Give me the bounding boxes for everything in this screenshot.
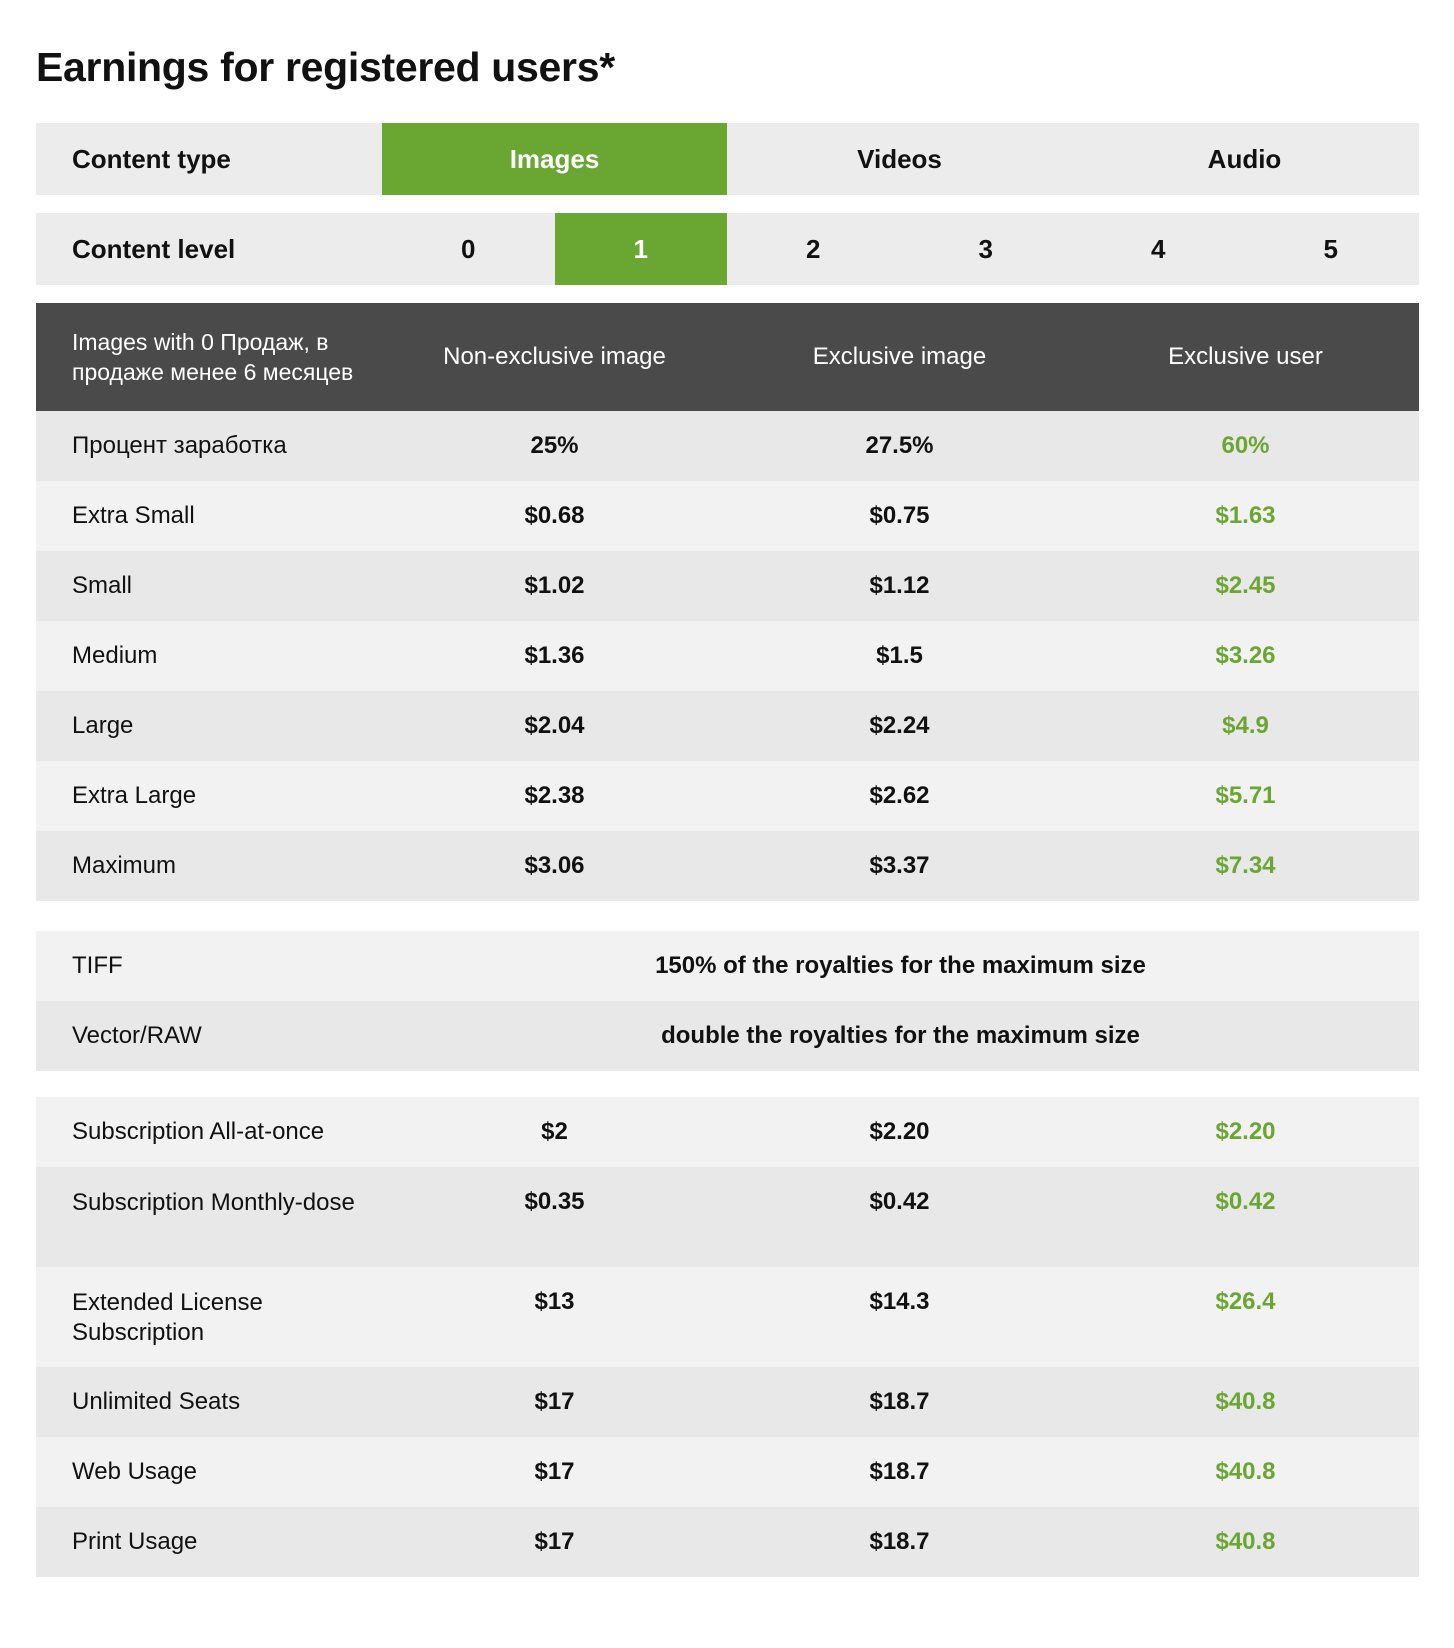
size-pricing-table — [36, 303, 1419, 901]
exclusive-value: $0.75 — [869, 502, 930, 529]
content-level-3[interactable]: 3 — [978, 234, 993, 264]
page-title: Earnings for registered users* — [36, 44, 615, 90]
non-exclusive-value: $0.35 — [524, 1188, 585, 1215]
row-label: Extra Large — [72, 782, 197, 809]
row-label: Maximum — [72, 852, 177, 879]
exclusive-user-value: $2.45 — [1215, 572, 1276, 599]
content-level-4[interactable]: 4 — [1151, 234, 1166, 264]
content-type-label: Content type — [72, 144, 231, 174]
row-label: Web Usage — [72, 1458, 197, 1485]
exclusive-user-value: $40.8 — [1215, 1458, 1276, 1485]
exclusive-user-value: $40.8 — [1215, 1528, 1276, 1555]
content-type-selector — [36, 123, 1419, 195]
licenses-table — [36, 1097, 1419, 1577]
content-type-audio[interactable]: Audio — [1207, 144, 1282, 174]
row-label: Unlimited Seats — [72, 1388, 241, 1415]
header-exclusive-user: Exclusive user — [1168, 343, 1323, 370]
non-exclusive-value: $3.06 — [524, 852, 585, 879]
row-label: Subscription All-at-once — [72, 1118, 325, 1145]
table-row — [36, 411, 1419, 481]
table-row — [36, 1167, 1419, 1267]
non-exclusive-value: $2.04 — [524, 712, 585, 739]
row-label: Extended License Subscription — [72, 1289, 263, 1346]
exclusive-user-value: $3.26 — [1215, 642, 1276, 669]
content-level-label: Content level — [72, 234, 236, 264]
exclusive-value: $3.37 — [869, 852, 930, 879]
table-row — [36, 481, 1419, 551]
format-value: 150% of the royalties for the maximum size — [655, 952, 1146, 979]
non-exclusive-value: $17 — [534, 1388, 575, 1415]
exclusive-user-value: $4.9 — [1222, 712, 1269, 739]
exclusive-user-value: $26.4 — [1215, 1288, 1276, 1315]
exclusive-value: $0.42 — [869, 1188, 930, 1215]
formats-table — [36, 931, 1419, 1071]
row-label: Small — [72, 572, 133, 599]
non-exclusive-value: $2.38 — [524, 782, 585, 809]
table-row — [36, 1001, 1419, 1071]
content-level-2[interactable]: 2 — [806, 234, 821, 264]
exclusive-user-value: $40.8 — [1215, 1388, 1276, 1415]
exclusive-user-value: $5.71 — [1215, 782, 1276, 809]
content-level-5[interactable]: 5 — [1323, 234, 1338, 264]
exclusive-value: 27.5% — [865, 432, 934, 459]
exclusive-value: $2.62 — [869, 782, 930, 809]
table-header — [36, 303, 1419, 411]
content-level-1[interactable]: 1 — [555, 213, 728, 285]
table-row — [36, 551, 1419, 621]
exclusive-user-value: $2.20 — [1215, 1118, 1276, 1145]
row-label: Medium — [72, 642, 158, 669]
exclusive-user-value: 60% — [1221, 432, 1270, 459]
content-type-videos[interactable]: Videos — [857, 144, 942, 174]
header-description: Images with 0 Продаж, в продаже менее 6 месяцев — [72, 329, 354, 385]
header-exclusive: Exclusive image — [812, 343, 987, 370]
row-label: Процент заработка — [72, 432, 287, 459]
table-row — [36, 931, 1419, 1001]
format-label: TIFF — [72, 952, 123, 979]
table-row — [36, 1267, 1419, 1367]
non-exclusive-value: $0.68 — [524, 502, 585, 529]
exclusive-value: $18.7 — [869, 1388, 930, 1415]
table-row — [36, 621, 1419, 691]
exclusive-value: $1.12 — [869, 572, 930, 599]
exclusive-value: $18.7 — [869, 1528, 930, 1555]
table-row — [36, 1507, 1419, 1577]
non-exclusive-value: $17 — [534, 1458, 575, 1485]
exclusive-value: $1.5 — [876, 642, 923, 669]
exclusive-value: $18.7 — [869, 1458, 930, 1485]
exclusive-value: $2.20 — [869, 1118, 930, 1145]
non-exclusive-value: 25% — [530, 432, 579, 459]
exclusive-user-value: $7.34 — [1215, 852, 1276, 879]
content-level-0[interactable]: 0 — [461, 234, 476, 264]
table-row — [36, 1367, 1419, 1437]
row-label: Print Usage — [72, 1528, 198, 1555]
table-row — [36, 1097, 1419, 1167]
format-label: Vector/RAW — [72, 1022, 202, 1049]
exclusive-value: $2.24 — [869, 712, 930, 739]
table-row — [36, 831, 1419, 901]
content-type-images[interactable]: Images — [382, 123, 727, 195]
content-level-selector — [36, 213, 1419, 285]
format-value: double the royalties for the maximum size — [661, 1022, 1140, 1049]
row-label: Subscription Monthly-dose — [72, 1189, 355, 1216]
non-exclusive-value: $1.36 — [524, 642, 585, 669]
non-exclusive-value: $17 — [534, 1528, 575, 1555]
table-row — [36, 1437, 1419, 1507]
row-label: Extra Small — [72, 502, 195, 529]
table-row — [36, 761, 1419, 831]
exclusive-user-value: $0.42 — [1215, 1188, 1276, 1215]
non-exclusive-value: $13 — [534, 1288, 575, 1315]
header-non-exclusive: Non-exclusive image — [443, 343, 666, 370]
table-row — [36, 691, 1419, 761]
non-exclusive-value: $1.02 — [524, 572, 585, 599]
exclusive-user-value: $1.63 — [1215, 502, 1276, 529]
row-label: Large — [72, 712, 134, 739]
non-exclusive-value: $2 — [541, 1118, 568, 1145]
exclusive-value: $14.3 — [869, 1288, 930, 1315]
